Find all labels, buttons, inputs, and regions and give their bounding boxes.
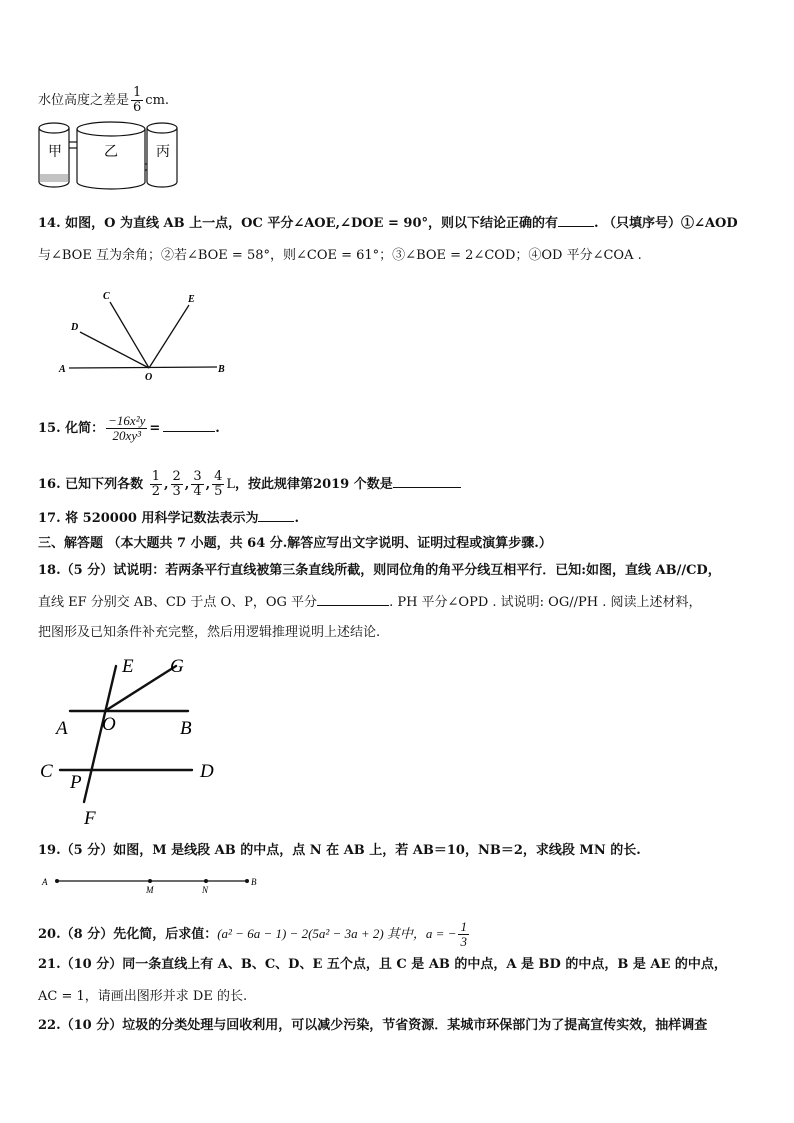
q14-angle-figure (55, 288, 240, 383)
q19-label-b: B (251, 877, 257, 887)
q20-line (38, 920, 471, 949)
q19-label-m: M (146, 885, 154, 894)
q14-line1 (38, 214, 738, 233)
q19-label-n: N (202, 885, 209, 894)
q14-line1-text: 14. 如图，O 为直线 AB 上一点，OC 平分∠AOE,∠DOE = 90°，则以下结论正确的有 (38, 216, 558, 231)
q19-label-a: A (42, 877, 48, 887)
q16-frac-2: $\frac{2}{3}$ (172, 469, 181, 499)
q18-label-a: A (56, 718, 68, 739)
q15-num: −16x²y (108, 413, 146, 428)
q21-line2: AC = 1，请画出图形并求 DE 的长. (38, 989, 248, 1004)
q18-label-f: F (84, 808, 96, 829)
q15-line (38, 414, 220, 443)
cyl-label-yi: 乙 (104, 145, 118, 160)
cylinders-figure (36, 120, 186, 195)
q14-label-o: O (145, 372, 153, 383)
q15-eq: = (149, 421, 161, 436)
q22-line1: 22.（10 分）垃圾的分类处理与回收利用，可以减少污染，节省资源．某城市环保部门为了提高宣传实效，抽样调查 (38, 1018, 708, 1033)
q19-segment-figure (40, 872, 270, 894)
q14-label-c: C (103, 291, 110, 302)
q18-parallel-figure (36, 652, 226, 832)
q14-label-d: D (71, 322, 79, 333)
q18-line1: 18.（5 分）试说明：若两条平行直线被第三条直线所截，则同位角的角平分线互相平行．已知:如图，直线 AB//CD， (38, 563, 721, 578)
cyl-label-jia: 甲 (48, 145, 62, 160)
q17-line (38, 509, 299, 528)
q20-fraction (458, 920, 469, 949)
q20-frac-den: 3 (460, 934, 467, 949)
section3-heading: 三、解答题 （本大题共 7 小题，共 64 分.解答应写出文字说明、证明过程或演算步骤.） (38, 536, 552, 551)
q17-answer-blank[interactable] (258, 509, 294, 522)
q18-line2b: . PH 平分∠OPD . 试说明: OG//PH . 阅读上述材料， (389, 595, 702, 610)
q18-label-p: P (70, 772, 82, 793)
q18-label-g: G (170, 656, 184, 677)
q18-label-c: C (40, 761, 53, 782)
q14-label-a: A (59, 364, 66, 375)
q18-label-d: D (200, 761, 214, 782)
q14-label-b: B (218, 364, 225, 375)
q18-line3: 把图形及已知条件补充完整，然后用逻辑推理说明上述结论. (38, 625, 381, 640)
q19-line: 19.（5 分）如图，M 是线段 AB 的中点，点 N 在 AB 上，若 AB＝10，NB＝2，求线段 MN 的长. (38, 843, 641, 858)
q13-prefix: 水位高度之差是 (38, 93, 130, 108)
q16-line: 16. 已知下列各数 $\frac{1}{2}$ , $\frac{2}{3}$ , $\frac{3}{4}$ , $\frac{4}{5}$ L，按此规律第2019 个数是 (38, 470, 461, 499)
q15-den: 20xy³ (112, 428, 141, 443)
q14-line2: 与∠BOE 互为余角；②若∠BOE = 58°，则∠COE = 61°；③∠BOE = 2∠COD；④OD 平分∠COA . (38, 248, 642, 263)
q20-expr: (a² − 6a − 1) − 2(5a² − 3a + 2) 其中，a = − (217, 926, 457, 941)
q16-frac-3: $\frac{3}{4}$ (193, 469, 202, 499)
q18-line2 (38, 593, 701, 612)
q16-frac-4: $\frac{4}{5}$ (214, 469, 223, 499)
q13-tail-line (38, 86, 169, 115)
q16-frac-1: $\frac{1}{2}$ (151, 469, 160, 499)
q13-suffix: cm. (145, 93, 170, 108)
q17-end: . (294, 511, 299, 526)
cyl-label-bing: 丙 (156, 145, 170, 160)
q14-label-e: E (188, 294, 195, 305)
q21-line1: 21.（10 分）同一条直线上有 A、B、C、D、E 五个点，且 C 是 AB 的中点，A 是 BD 的中点，B 是 AE 的中点， (38, 957, 727, 972)
q18-line2a: 直线 EF 分别交 AB、CD 于点 O、P，OG 平分 (38, 595, 318, 610)
q16-prefix: 16. 已知下列各数 (38, 477, 144, 492)
q17-text: 17. 将 520000 用科学记数法表示为 (38, 511, 259, 526)
q20-prefix: 20.（8 分）先化简，后求值： (38, 927, 218, 942)
q20-frac-num: 1 (460, 919, 467, 934)
q16-answer-blank[interactable] (393, 475, 461, 488)
q14-line1-tail: . （只填序号）①∠AOD (594, 216, 738, 231)
q16-ellipsis: L (226, 477, 236, 492)
q15-fraction (106, 414, 147, 443)
q14-answer-blank[interactable] (558, 214, 594, 227)
q13-frac-den: 6 (133, 100, 142, 115)
q18-label-o: O (102, 714, 116, 735)
q13-fraction (131, 86, 143, 115)
q18-label-e: E (122, 656, 134, 677)
q13-frac-num: 1 (133, 85, 142, 100)
q18-answer-blank[interactable] (317, 593, 389, 606)
q15-answer-blank[interactable] (163, 419, 215, 432)
q18-label-b: B (180, 718, 192, 739)
q16-suffix: ，按此规律第2019 个数是 (235, 477, 393, 492)
q15-prefix: 15. 化简： (38, 421, 105, 436)
q15-end: . (215, 421, 220, 436)
